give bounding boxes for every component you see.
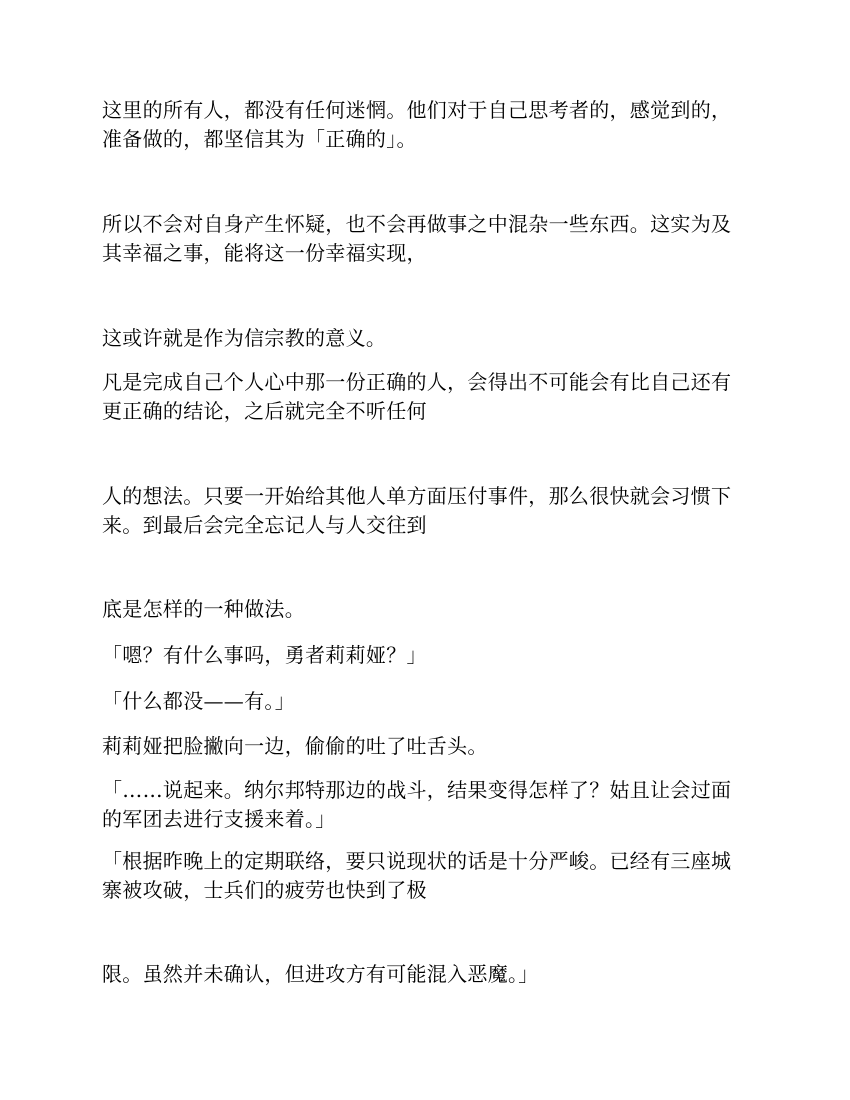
paragraph-line: 准备做的，都坚信其为「正确的」。 [102, 127, 417, 151]
paragraph-4 [102, 368, 752, 426]
paragraph-line: 更正确的结论，之后就完全不听任何 [102, 399, 427, 423]
paragraph-9 [102, 732, 752, 761]
paragraph-11 [102, 847, 752, 905]
paragraph-line: 来。到最后会完全忘记人与人交往到 [102, 513, 427, 537]
paragraph-line: 「什么都没——有。」 [102, 689, 295, 713]
paragraph-line: 限。虽然并未确认，但进攻方有可能混入恶魔。」 [102, 962, 539, 986]
paragraph-line: 寨被攻破，士兵们的疲劳也快到了极 [102, 878, 427, 902]
paragraph-12 [102, 960, 752, 989]
paragraph-1 [102, 96, 752, 154]
paragraph-line: 这里的所有人，都没有任何迷惘。他们对于自己思考者的，感觉到的， [102, 98, 732, 122]
paragraph-2 [102, 210, 752, 268]
paragraph-3 [102, 324, 752, 353]
paragraph-6 [102, 595, 752, 624]
paragraph-line: 「……说起来。纳尔邦特那边的战斗，结果变得怎样了？姑且让会过面 [102, 778, 732, 802]
paragraph-line: 底是怎样的一种做法。 [102, 597, 305, 621]
paragraph-7 [102, 641, 752, 670]
paragraph-line: 这或许就是作为信宗教的意义。 [102, 326, 387, 350]
paragraph-line: 的军团去进行支援来着。」 [102, 807, 336, 831]
paragraph-line: 其幸福之事，能将这一份幸福实现， [102, 241, 427, 265]
paragraph-line: 人的想法。只要一开始给其他人单方面压付事件，那么很快就会习惯下 [102, 484, 732, 508]
paragraph-line: 「嗯？有什么事吗，勇者莉莉娅？」 [102, 643, 427, 667]
paragraph-8 [102, 687, 752, 716]
paragraph-line: 所以不会对自身产生怀疑，也不会再做事之中混杂一些东西。这实为及 [102, 212, 732, 236]
paragraph-5 [102, 482, 752, 540]
paragraph-line: 「根据昨晚上的定期联络，要只说现状的话是十分严峻。已经有三座城 [102, 849, 732, 873]
paragraph-10 [102, 776, 752, 834]
paragraph-line: 莉莉娅把脸撇向一边，偷偷的吐了吐舌头。 [102, 734, 488, 758]
paragraph-line: 凡是完成自己个人心中那一份正确的人，会得出不可能会有比自己还有 [102, 370, 732, 394]
